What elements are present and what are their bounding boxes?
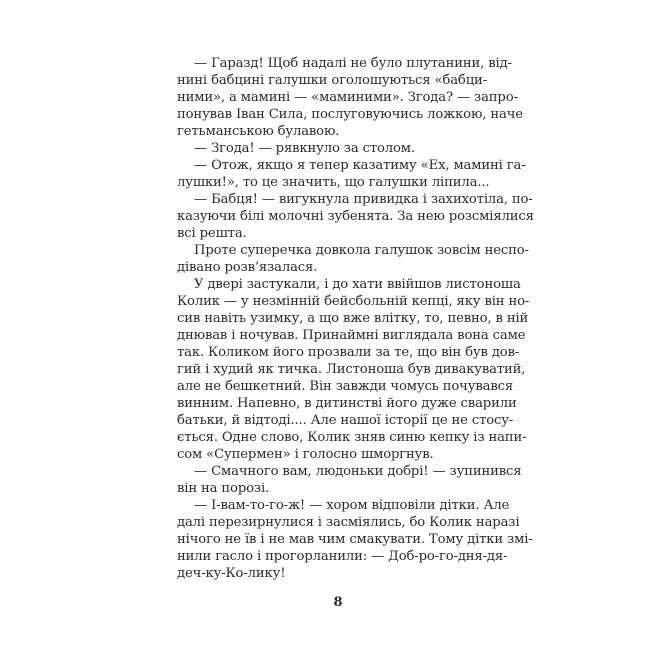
text-line: Колик — у незмінній бейсбольній кепці, яку він но- bbox=[177, 294, 530, 309]
text-line: — Згода! — рявкнуло за столом. bbox=[194, 141, 415, 156]
text-line: — Бабця! — вигукнула привидка і захихотіла, по- bbox=[194, 192, 533, 207]
text-line: ється. Одне слово, Колик зняв синю кепку із напи- bbox=[177, 430, 527, 445]
text-line: нічого не їв і не мав чим смакувати. Тому дітки змі- bbox=[177, 532, 533, 547]
text-line: — Гаразд! Щоб надалі не було плутанини, від- bbox=[194, 56, 512, 71]
page-number: 8 bbox=[333, 595, 343, 610]
text-line: але не бешкетний. Він завжди чомусь почувався bbox=[177, 379, 514, 394]
text-line: — І-вам-то-го-ж! — хором відповіли дітки. Але bbox=[194, 498, 510, 513]
text-line: деч-ку-Ко-лику! bbox=[177, 566, 286, 581]
text-line: дівано розв’язалася. bbox=[177, 260, 318, 275]
text-line: нили гасло і прогорланили: — Доб-ро-го-дня-дя- bbox=[177, 549, 508, 564]
text-line: понував Іван Сила, послуговуючись ложкою, наче bbox=[177, 107, 523, 122]
text-line: сив навіть узимку, а що вже влітку, то, певно, в ній bbox=[177, 311, 529, 326]
text-line: лушки!», то це значить, що галушки ліпила... bbox=[177, 175, 490, 190]
text-line: днював і ночував. Принаймні виглядала вона саме bbox=[177, 328, 526, 343]
text-line: нині бабцині галушки оголошуються «бабци- bbox=[177, 73, 487, 88]
text-line: батьки, й відтоді.... Але нашої історії це не стосу- bbox=[177, 413, 514, 428]
text-line: він на порозі. bbox=[177, 481, 270, 496]
text-line: — Отож, якщо я тепер казатиму «Ех, мамині га- bbox=[194, 158, 526, 173]
text-line: ними», а мамині — «маминими». Згода? — запро- bbox=[177, 90, 518, 105]
text-line: Проте суперечка довкола галушок зовсім неспо- bbox=[194, 243, 529, 258]
text-line: далі перезирнулися і засміялись, бо Колик наразі bbox=[177, 515, 520, 530]
text-line: гетьманською булавою. bbox=[177, 124, 340, 139]
text-line: так. Коликом його прозвали за те, що він був дов- bbox=[177, 345, 520, 360]
text-line: У двері застукали, і до хати ввійшов листоноша bbox=[194, 277, 521, 292]
body-text bbox=[177, 55, 534, 582]
text-line: казуючи білі молочні зубенята. За нею розсміялися bbox=[177, 209, 534, 224]
text-line: сом «Супермен» і голосно шморгнув. bbox=[177, 447, 434, 462]
text-line: — Смачного вам, людоньки добрі! — зупинився bbox=[194, 464, 522, 479]
text-line: винним. Напевно, в дитинстві його дуже сварили bbox=[177, 396, 517, 411]
text-line: всі решта. bbox=[177, 226, 247, 241]
text-line: гий і худий як тичка. Листоноша був дивакуватий, bbox=[177, 362, 526, 377]
